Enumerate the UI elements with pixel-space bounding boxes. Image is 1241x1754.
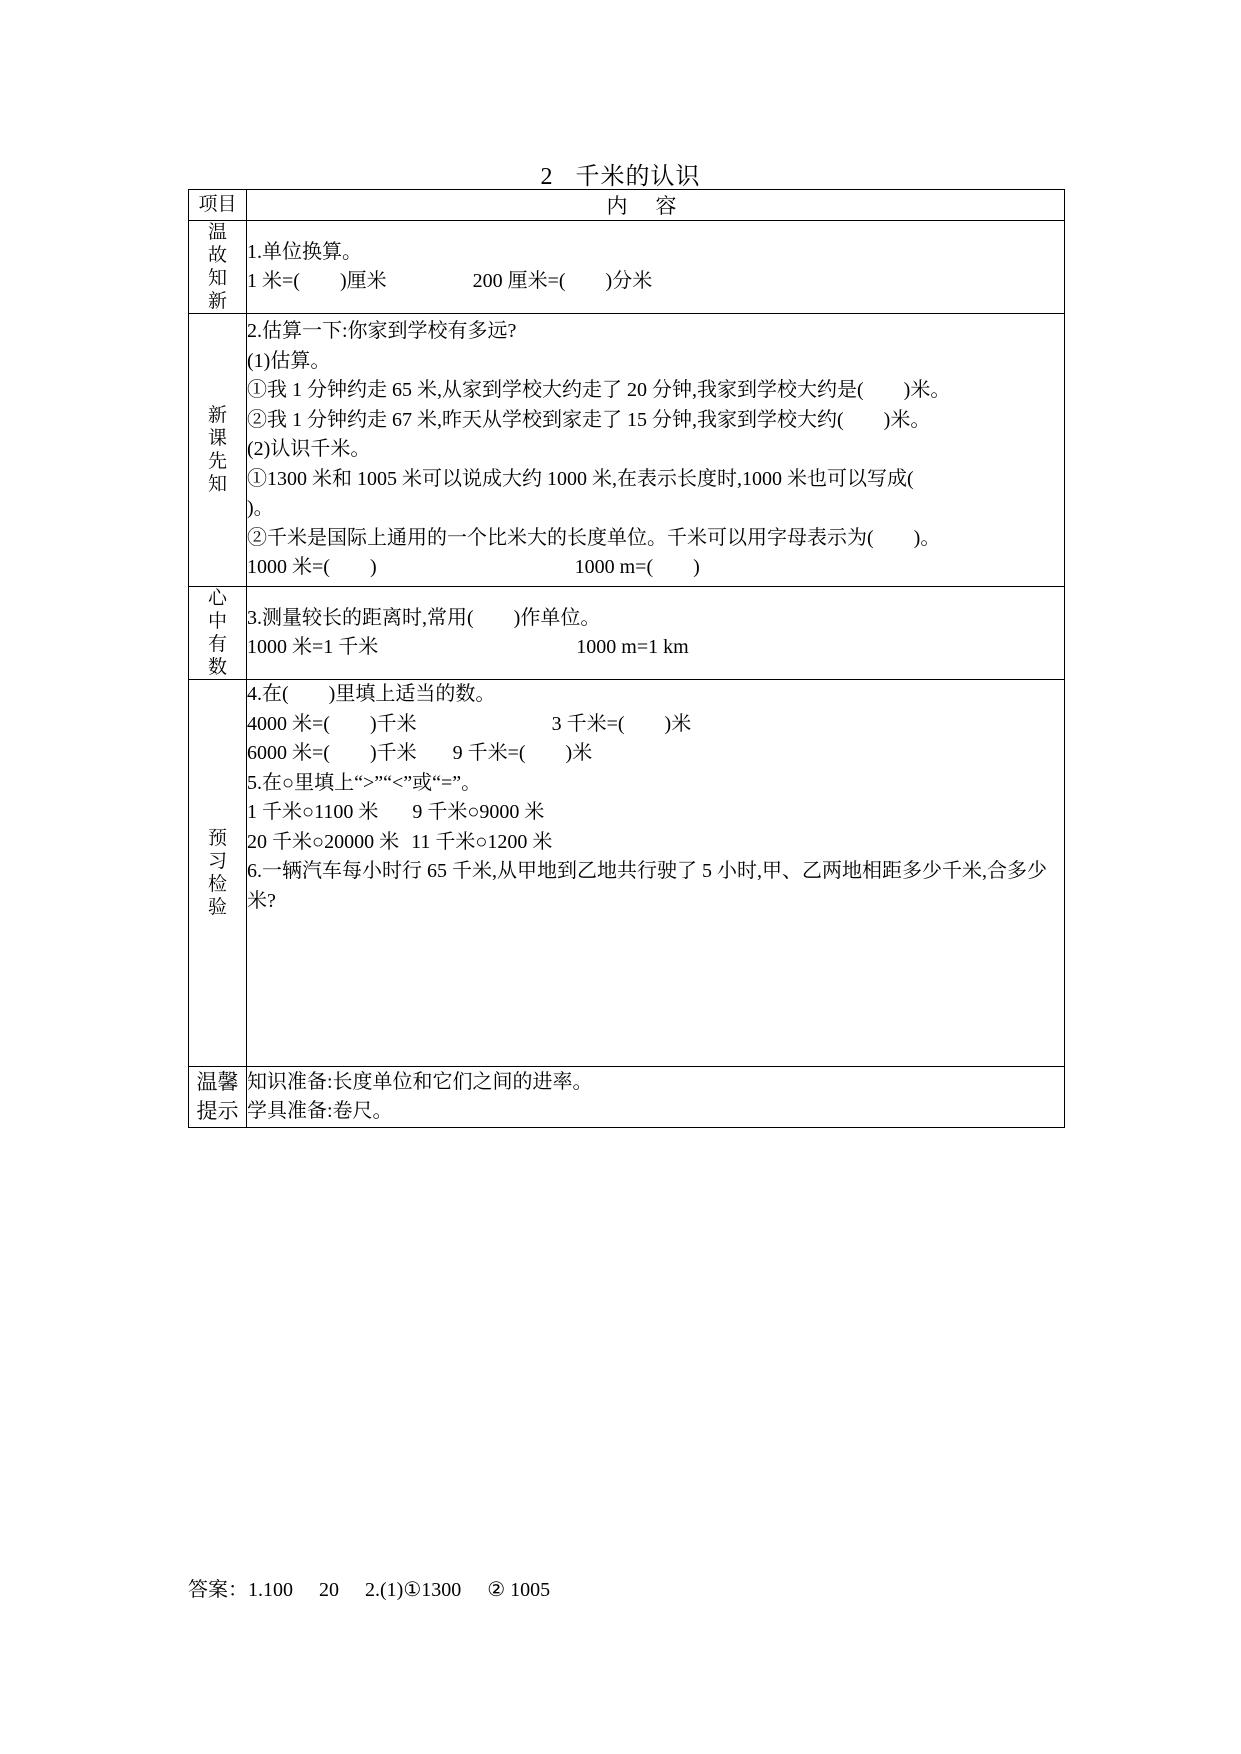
question-line: 1 千米○1100 米 9 千米○9000 米 <box>247 801 545 823</box>
section-label: 温馨 提示 <box>189 1067 247 1128</box>
section-label: 预习检验 <box>189 680 247 1067</box>
page-title <box>0 156 1241 191</box>
section-content <box>247 221 1065 314</box>
question-line: (2)认识千米。 <box>247 438 371 461</box>
tip-line: 学具准备:卷尺。 <box>247 1100 393 1122</box>
title-text: 千米的认识 <box>575 164 701 190</box>
section-content <box>247 680 1065 1067</box>
table-row <box>189 587 1065 680</box>
question-line: 1000 米=1 千米 1000 m=1 km <box>247 636 689 658</box>
tip-line: 知识准备:长度单位和它们之间的进率。 <box>247 1070 593 1093</box>
section-label: 温故知新 <box>189 221 247 314</box>
question-line: )。 <box>247 497 274 520</box>
question-line: 4.在( )里填上适当的数。 <box>247 683 496 705</box>
question-line: ②千米是国际上通用的一个比米大的长度单位。千米可以用字母表示为( )。 <box>247 526 941 549</box>
header-item-cell: 项目 <box>189 190 247 221</box>
title-number: 2 <box>540 164 554 190</box>
question-line: 6000 米=( )千米 9 千米=( )米 <box>247 742 593 764</box>
question-line: 6.一辆汽车每小时行 65 千米,从甲地到乙地共行驶了 5 小时,甲、乙两地相距多少千米,合多少米? <box>247 860 1047 912</box>
table-header-row <box>189 190 1065 221</box>
table-row <box>189 1067 1065 1128</box>
question-line: ①1300 米和 1005 米可以说成大约 1000 米,在表示长度时,1000 米也可以写成( <box>247 467 914 490</box>
question-line: 3.测量较长的距离时,常用( )作单位。 <box>247 606 601 629</box>
question-line: 1 米=( )厘米 200 厘米=( )分米 <box>247 270 653 292</box>
question-line: (1)估算。 <box>247 349 331 372</box>
table-row <box>189 221 1065 314</box>
question-line: 1000 米=( ) 1000 m=( ) <box>247 556 700 579</box>
question-line: 2.估算一下:你家到学校有多远? <box>247 320 517 343</box>
question-line: 4000 米=( )千米 3 千米=( )米 <box>247 712 692 735</box>
question-line: 5.在○里填上“>”“<”或“=”。 <box>247 771 482 794</box>
worksheet-table <box>188 189 1065 1128</box>
question-line: 1.单位换算。 <box>247 240 362 263</box>
header-content-cell: 内容 <box>247 190 1065 221</box>
question-line: ②我 1 分钟约走 67 米,昨天从学校到家走了 15 分钟,我家到学校大约( )米。 <box>247 408 931 431</box>
section-content <box>247 587 1065 680</box>
section-content <box>247 314 1065 587</box>
answer-key: 答案：1.100 20 2.(1)①1300 ② 1005 <box>188 1579 551 1601</box>
table-row <box>189 680 1065 1067</box>
question-line: 20 千米○20000 米 11 千米○1200 米 <box>247 830 553 853</box>
section-label: 新课先知 <box>189 314 247 587</box>
question-line: ①我 1 分钟约走 65 米,从家到学校大约走了 20 分钟,我家到学校大约是( )米。 <box>247 379 951 402</box>
section-label: 心中有数 <box>189 587 247 680</box>
section-content <box>247 1067 1065 1128</box>
table-row <box>189 314 1065 587</box>
